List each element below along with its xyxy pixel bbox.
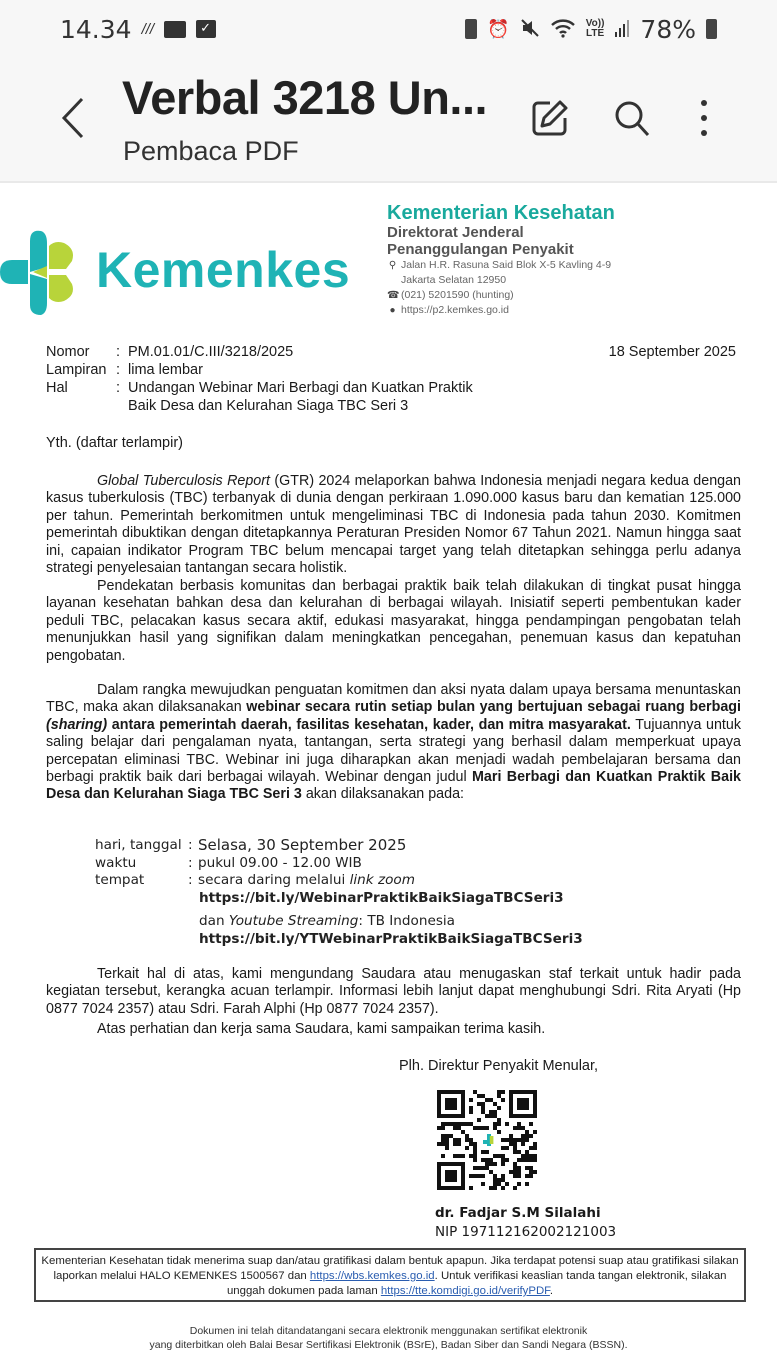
phone-number: (021) 5201590 (hunting) <box>401 289 514 301</box>
meta-lampiran <box>46 361 736 379</box>
mute-icon <box>520 18 540 41</box>
day-label: hari, tanggal <box>95 837 182 853</box>
volte-top: Vo)) <box>585 18 605 29</box>
separator: : <box>188 837 193 853</box>
separator: : <box>116 380 121 396</box>
lampiran-value: lima lembar <box>128 362 203 378</box>
more-vert-icon-dot <box>701 100 707 106</box>
directorate-line1: Direktorat Jenderal <box>387 224 524 241</box>
event-place-row <box>95 872 583 890</box>
chevron-left-icon <box>56 93 90 143</box>
signatory-nip: NIP 197112162002121003 <box>435 1224 617 1240</box>
addressee: Yth. (daftar terlampir) <box>46 435 183 451</box>
separator: : <box>116 362 121 378</box>
nomor-label: Nomor <box>46 344 90 360</box>
checkbox-icon <box>196 20 216 38</box>
youtube-line <box>95 913 583 931</box>
p3-bold-2: antara pemerintah daerah, fasilitas kesehatan, kader, dan mitra masyarakat. <box>107 716 631 733</box>
p1-italic: Global Tuberculosis Report <box>97 473 270 489</box>
address-line <box>387 258 687 273</box>
status-right <box>465 15 717 44</box>
p3-bold-italic: (sharing) <box>46 716 108 733</box>
notice-text-b: . Untuk verifikasi keaslian tanda tangan elektronik, silakan unggah dokumen pada laman <box>226 1270 727 1297</box>
volte-icon <box>586 19 605 39</box>
app-bar <box>0 58 777 183</box>
yt-suffix: : TB Indonesia <box>358 913 456 929</box>
p3-text-a: Dalam rangka mewujudkan penguatan komitmen dan aksi nyata dalam upaya bersama menuntaskan TBC, maka akan dilaksanakan <box>46 682 741 716</box>
event-time-row <box>95 855 583 873</box>
letter-meta <box>46 343 736 415</box>
logo-wordmark: Kemenkes <box>96 242 351 298</box>
phone-icon: ☎ <box>387 290 400 301</box>
volte-bottom: LTE <box>585 28 605 39</box>
battery-saver-icon <box>465 19 477 39</box>
address-line1: Jalan H.R. Rasuna Said Blok X-5 Kavling 4-9 <box>401 259 612 271</box>
paragraph-4 <box>46 966 741 1018</box>
kemenkes-logo-icon <box>0 229 80 315</box>
paragraph-3 <box>46 682 741 804</box>
time-value: pukul 09.00 - 12.00 WIB <box>198 854 362 871</box>
directorate-line2: Penanggulangan Penyakit <box>387 241 574 258</box>
more-vert-icon-dot <box>701 115 707 121</box>
battery-percent: 78% <box>640 14 696 44</box>
event-day-row <box>95 837 583 855</box>
phone-line <box>387 288 687 303</box>
p5-text: Atas perhatian dan kerja sama Saudara, kami sampaikan terima kasih. <box>97 1021 546 1037</box>
zoom-link[interactable]: https://bit.ly/WebinarPraktikBaikSiagaTBCSeri3 <box>199 889 564 906</box>
ministry-name: Kementerian Kesehatan <box>387 202 615 224</box>
qr-code-signature <box>437 1090 537 1190</box>
more-options-button[interactable] <box>692 96 716 140</box>
signal-activity-icon: /// <box>141 20 155 38</box>
search-button[interactable] <box>612 98 652 138</box>
paragraph-5 <box>46 1021 741 1038</box>
status-bar <box>0 0 777 58</box>
separator: : <box>188 872 193 888</box>
wifi-icon <box>550 17 576 42</box>
folder-icon <box>164 21 186 38</box>
p1-text: (GTR) 2024 melaporkan bahwa Indonesia menjadi negara kedua dengan kasus tuberkulosis (TBC) terbanyak di dunia dengan perkiraan 1.090.000 kasus baru dan kematian 125.000 per tahun. Pemerintah berkomitmen untuk mengeliminasi TBC di Indonesia pada tahun 2030. Komitmen pemerintah dibuktikan dengan ditetapkannya Peraturan Presiden Nomor 67 Tahun 2021. Namun hingga saat ini, capaian indikator Program TBC belum mencapai target yang telah ditetapkan sehingga perlu adanya strategi penyelesaian tantangan secara holistik. <box>46 473 742 577</box>
day-value: Selasa, 30 September 2025 <box>198 836 407 854</box>
footer-line1: Dokumen ini telah ditandatangani secara elektronik menggunakan sertifikat elektronik <box>189 1325 588 1337</box>
place-label: tempat <box>95 872 145 888</box>
event-details <box>95 837 583 948</box>
hal-value <box>128 379 736 415</box>
hal-value-line1: Undangan Webinar Mari Berbagi dan Kuatkan Praktik <box>128 380 473 396</box>
paragraph-2 <box>46 578 741 665</box>
signatory-title: Plh. Direktur Penyakit Menular, <box>399 1058 599 1074</box>
edit-button[interactable] <box>530 98 570 138</box>
alarm-icon: ⏰ <box>487 19 510 39</box>
pdf-page[interactable] <box>0 185 777 1366</box>
location-pin-icon: ⚲ <box>388 260 397 271</box>
nomor-value: PM.01.01/C.III/3218/2025 <box>128 344 294 360</box>
youtube-link[interactable]: https://bit.ly/YTWebinarPraktikBaikSiagaTBCSeri3 <box>199 930 583 947</box>
notice-text-c: . <box>549 1285 554 1297</box>
meta-hal <box>46 379 736 415</box>
letter-date: 18 September 2025 <box>608 344 736 360</box>
verify-pdf-link[interactable]: https://tte.komdigi.go.id/verifyPDF <box>380 1285 550 1297</box>
document-title: Verbal 3218 Un... <box>122 71 488 124</box>
p4-text: Terkait hal di atas, kami mengundang Saudara atau menugaskan staf terkait untuk hadir pada kegiatan tersebut, kerangka acuan terlampir. Informasi lebih lanjut dapat menghubungi Sdri. Rita Aryati (Hp 0877 7024 2357) atau Sdri. Farah Alphi (Hp 0877 7024 2357). <box>46 966 741 1017</box>
website-line <box>387 303 687 318</box>
app-subtitle: Pembaca PDF <box>123 136 299 166</box>
footer-line2: yang diterbitkan oleh Balai Besar Sertifikasi Elektronik (BSrE), Badan Siber dan Sandi Negara (BSSN). <box>149 1339 628 1351</box>
place-value-text: secara daring melalui <box>198 872 350 888</box>
place-value-italic: link zoom <box>349 872 415 888</box>
globe-icon: ● <box>389 305 396 316</box>
search-icon <box>612 98 652 138</box>
yt-italic: Youtube Streaming <box>228 913 359 929</box>
separator: : <box>188 854 193 871</box>
p3-text-b: Tujuannya untuk saling belajar dari pengalaman nyata, tantangan, serta strategi yang berhasil dalam memperkuat upaya percepatan eliminasi TBC. Webinar ini juga diharapkan akan menjadi wadah pembelajaran bersama dan berbagi praktik baik dari berbagai wilayah. Webinar dengan judul <box>46 716 741 786</box>
paragraph-1 <box>46 473 741 577</box>
time-label: waktu <box>95 854 137 871</box>
hal-label: Hal <box>46 380 68 396</box>
yt-prefix: dan <box>199 913 229 929</box>
anti-bribery-notice <box>34 1248 746 1302</box>
p3-bold-3: Mari Berbagi dan Kuatkan Praktik Baik Desa dan Kelurahan Siaga TBC Seri 3 <box>46 769 741 803</box>
wbs-link[interactable]: https://wbs.kemkes.go.id <box>309 1270 435 1282</box>
battery-icon <box>706 19 717 39</box>
status-left <box>60 15 216 44</box>
website: https://p2.kemkes.go.id <box>401 304 509 316</box>
e-signature-footer <box>0 1324 777 1352</box>
hal-value-line2: Baik Desa dan Kelurahan Siaga TBC Seri 3 <box>128 398 409 414</box>
back-button[interactable] <box>56 93 90 143</box>
letterhead <box>387 202 687 318</box>
p3-text-c: akan dilaksanakan pada: <box>301 786 464 803</box>
p2-text: Pendekatan berbasis komunitas dan berbagai praktik baik telah dilakukan di tingkat pusat hingga layanan kesehatan bahkan desa dan kelurahan di berbagai wilayah. Inisiatif seperti pembentukan kader peduli TBC, pelacakan kasus secara aktif, edukasi masyarakat, hingga pendampingan pengobatan telah menunjukkan hasil yang signifikan dalam meningkatkan pencegahan, penemuan kasus dan kepatuhan pengobatan. <box>46 578 741 664</box>
place-value <box>198 872 415 890</box>
signatory-name: dr. Fadjar S.M Silalahi <box>435 1205 601 1221</box>
more-vert-icon-dot <box>701 130 707 136</box>
separator: : <box>116 344 121 360</box>
lampiran-label: Lampiran <box>46 362 107 378</box>
address-line2: Jakarta Selatan 12950 <box>401 274 507 286</box>
p3-bold-1: webinar secara rutin setiap bulan yang bertujuan sebagai ruang berbagi <box>246 699 741 716</box>
notice-text-a: Kementerian Kesehatan tidak menerima suap dan/atau gratifikasi dalam bentuk apapun. Jika terdapat potensi suap atau gratifikasi silakan laporkan melalui HALO KEMENKES 1500567 dan <box>41 1255 739 1282</box>
cell-signal-icon <box>614 18 630 41</box>
status-time: 14.34 <box>60 14 132 44</box>
edit-icon <box>530 98 570 138</box>
